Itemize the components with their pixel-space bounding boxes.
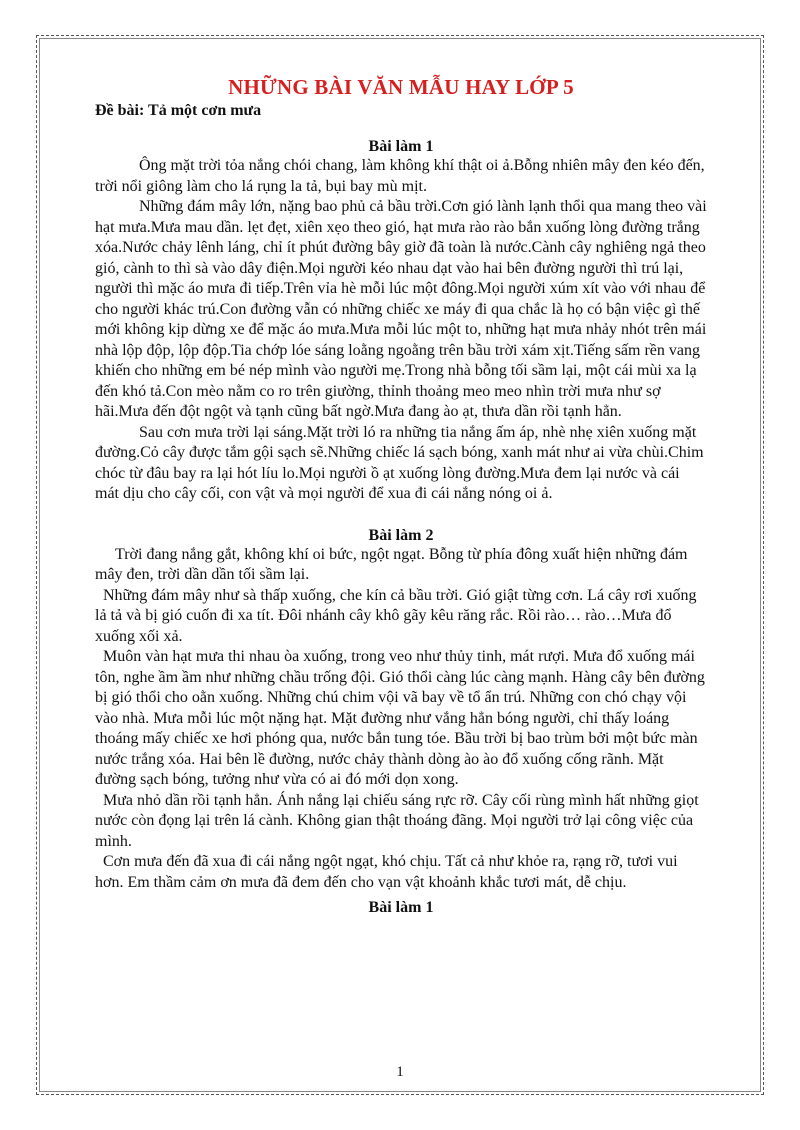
essay2-paragraph: Trời đang nắng gắt, không khí oi bức, ngột ngạt. Bỗng từ phía đông xuất hiện những đám mây đen, trời dần dần tối sầm lại. [95,545,688,583]
essay2-paragraph: Cơn mưa đến đã xua đi cái nắng ngột ngạt, khó chịu. Tất cả như khỏe ra, rạng rỡ, tươi vui hơn. Em thầm cảm ơn mưa đã đem đến cho vạn vật khoảnh khắc tươi mát, dễ chịu. [95,853,678,891]
document-title: NHỮNG BÀI VĂN MẪU HAY LỚP 5 [228,75,574,99]
essay1-paragraph: Sau cơn mưa trời lại sáng.Mặt trời ló ra những tia nắng ấm áp, nhè nhẹ xiên xuống mặt đường.Cỏ cây được tắm gội sạch sẽ.Những chiếc lá sạch bóng, xanh mát như ai vừa chùi.Chim chóc từ đâu bay ra lại hót líu lo.Mọi người ồ ạt xuống lòng đường.Mưa đem lại nước và cái mát dịu cho cây cối, con vật và mọi người để xua đi cái nắng nóng oi ả. [95,423,704,502]
essay1-heading: Bài làm 1 [368,138,434,155]
essay1-paragraph: Những đám mây lớn, nặng bao phủ cả bầu trời.Cơn gió lành lạnh thổi qua mang theo vài hạt mưa.Mưa mau dần. lẹt đẹt, xiên xẹo theo gió, hạt mưa rào rào bắn xuống lòng đường trắng xóa.Nước chảy lênh láng, chỉ ít phút đường bây giờ đã toàn là nước.Cành cây nghiêng ngả theo gió, cành to thì sà vào dây điện.Mọi người kéo nhau dạt vào hai bên đường người thì trú lại, người thì mặc áo mưa đi tiếp.Trên vỉa hè mỗi lúc một đông.Mọi người xúm xít vào với nhau để cho người khác trú.Con đường vẫn có những chiếc xe máy đi qua chắc là họ có bận việc gì thế mới không kịp dừng xe để mặc áo mưa.Mưa mỗi lúc một to, những hạt mưa nhảy nhót trên mái nhà lộp độp, lộp độp.Tia chớp lóe sáng loằng ngoằng trên bầu trời xám xịt.Tiếng sấm rền vang khiến cho những em bé nép mình vào người mẹ.Trong nhà bỗng tối sầm lại, một cái mùi xa lạ đến khó tả.Con mèo nằm co ro trên giường, thỉnh thoảng meo meo nhìn trời mưa như sợ hãi.Mưa đến đột ngột và tạnh cũng bất ngờ.Mưa đang ào ạt, thưa dần rồi tạnh hẳn. [95,198,707,420]
essay1-paragraph: Ông mặt trời tỏa nắng chói chang, làm không khí thật oi ả.Bỗng nhiên mây đen kéo đến, trời nổi giông làm cho lá rụng la tả, bụi bay mù mịt. [95,157,705,195]
essay2-body [95,545,707,894]
essay-topic: Đề bài: Tả một cơn mưa [95,102,262,119]
essay2-paragraph: Những đám mây như sà thấp xuống, che kín cả bầu trời. Gió giật từng cơn. Lá cây rơi xuống lả tả và bị gió cuốn đi xa tít. Đôi nhánh cây khô gãy kêu răng rắc. Rồi rào… rào…Mưa đổ xuống xối xả. [95,586,697,645]
essay2-paragraph: Mưa nhỏ dần rồi tạnh hẳn. Ánh nắng lại chiếu sáng rực rỡ. Cây cối rùng mình hất những giọt nước còn đọng lại trên lá cành. Không gian thật thoáng đãng. Mọi người trở lại công việc của mình. [95,791,699,850]
essay1-body [95,156,707,505]
next-essay-heading: Bài làm 1 [368,899,434,916]
essay2-paragraph: Muôn vàn hạt mưa thi nhau òa xuống, trong veo như thủy tinh, mát rượi. Mưa đổ xuống mái tôn, nghe ầm ầm như những chầu trống đội. Gió thổi càng lúc càng mạnh. Hàng cây bên đường bị gió thổi cho oằn xuống. Những chú chim vội vã bay về tổ ẩn trú. Những con chó chạy vội vào nhà. Mưa mỗi lúc một nặng hạt. Mặt đường như vắng hẳn bóng người, chỉ thấy loáng thoáng mấy chiếc xe hơi phóng qua, nước bắn tung tóe. Bầu trời bị bao trùm bởi một bức màn nước trắng xóa. Hai bên lề đường, nước chảy thành dòng ào ào đổ xuống cống rãnh. Mặt đường sạch bóng, tưởng như vừa có ai đó mới dọn xong. [95,648,705,788]
document-body [95,75,707,917]
essay2-heading: Bài làm 2 [368,526,434,544]
page-number: 1 [396,1064,404,1080]
